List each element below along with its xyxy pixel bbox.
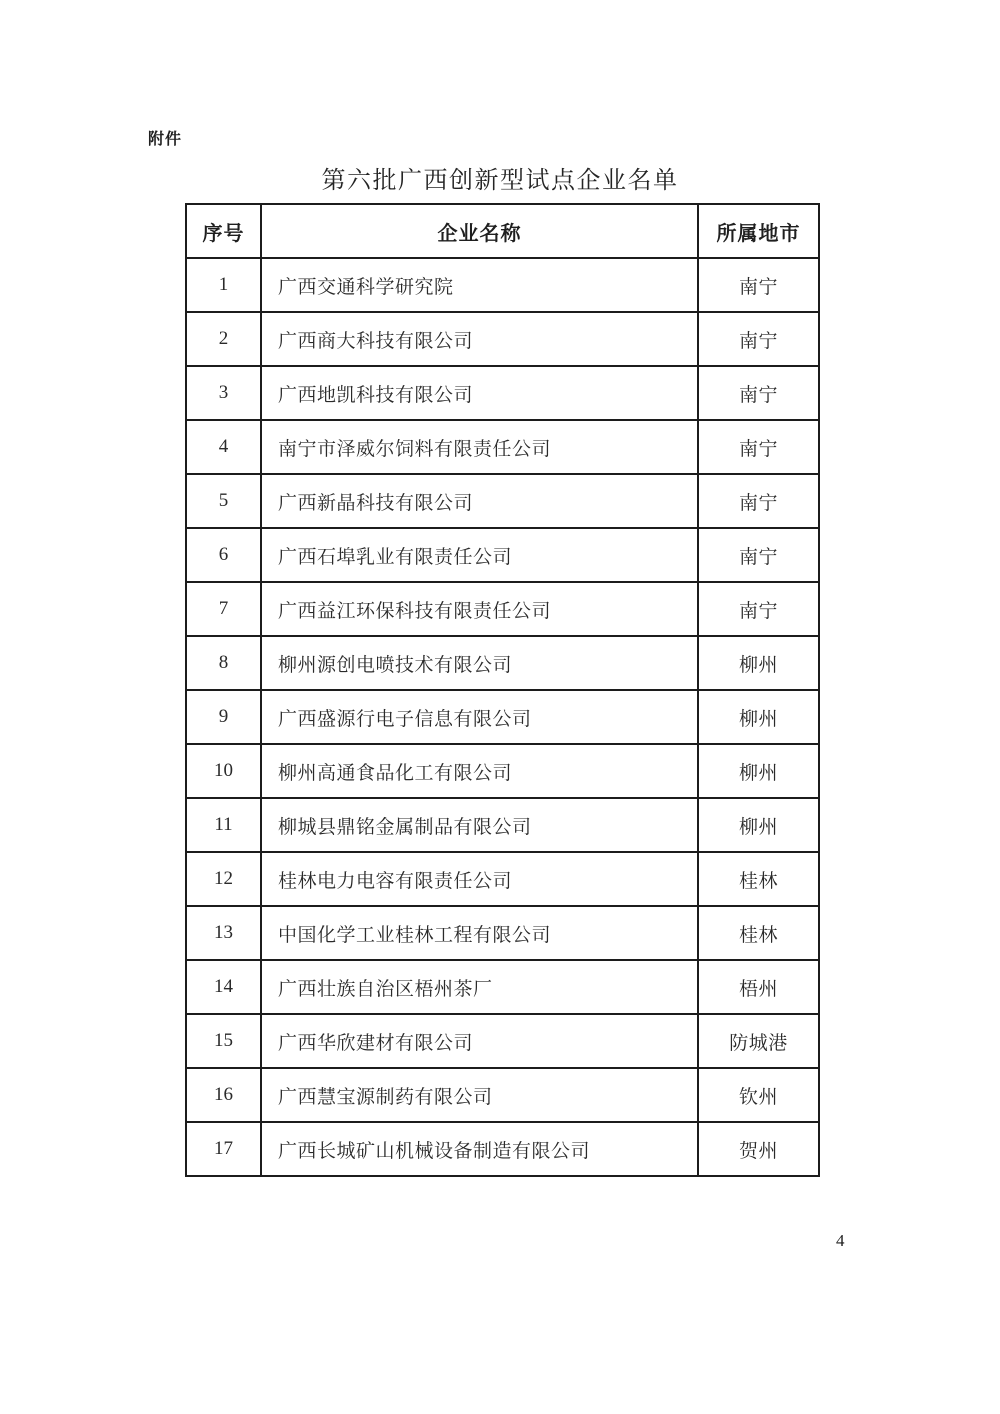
- table-row: [186, 258, 819, 312]
- city-cell: 柳州: [698, 690, 819, 744]
- header-row: [186, 204, 819, 258]
- row-index-cell: 7: [186, 582, 261, 636]
- company-name-cell: 广西慧宝源制药有限公司: [261, 1068, 698, 1122]
- city-cell: 梧州: [698, 960, 819, 1014]
- table-row: [186, 798, 819, 852]
- table-row: [186, 1014, 819, 1068]
- header-cell-company-name: 企业名称: [261, 204, 698, 258]
- row-index-cell: 2: [186, 312, 261, 366]
- city-cell: 钦州: [698, 1068, 819, 1122]
- city-cell: 桂林: [698, 852, 819, 906]
- table-row: [186, 420, 819, 474]
- table-row: [186, 906, 819, 960]
- row-index-cell: 4: [186, 420, 261, 474]
- row-index-cell: 15: [186, 1014, 261, 1068]
- city-cell: 柳州: [698, 636, 819, 690]
- row-index-cell: 14: [186, 960, 261, 1014]
- company-name-cell: 广西新晶科技有限公司: [261, 474, 698, 528]
- city-cell: 柳州: [698, 744, 819, 798]
- header-cell-index: 序号: [186, 204, 261, 258]
- row-index-cell: 1: [186, 258, 261, 312]
- city-cell: 南宁: [698, 420, 819, 474]
- row-index-cell: 10: [186, 744, 261, 798]
- table-row: [186, 1068, 819, 1122]
- page-title: 第六批广西创新型试点企业名单: [321, 168, 679, 194]
- row-index-cell: 16: [186, 1068, 261, 1122]
- company-name-cell: 南宁市泽威尔饲料有限责任公司: [261, 420, 698, 474]
- attachment-label: 附件: [148, 131, 183, 148]
- row-index-cell: 12: [186, 852, 261, 906]
- city-cell: 柳州: [698, 798, 819, 852]
- company-name-cell: 广西地凯科技有限公司: [261, 366, 698, 420]
- table-row: [186, 690, 819, 744]
- table-row: [186, 744, 819, 798]
- company-name-cell: 柳州源创电喷技术有限公司: [261, 636, 698, 690]
- city-cell: 南宁: [698, 582, 819, 636]
- enterprise-table-body: [186, 258, 819, 1176]
- table-row: [186, 1122, 819, 1176]
- city-cell: 防城港: [698, 1014, 819, 1068]
- row-index-cell: 17: [186, 1122, 261, 1176]
- enterprise-table-header: [186, 204, 819, 258]
- enterprise-table: [185, 203, 820, 1177]
- header-cell-city: 所属地市: [698, 204, 819, 258]
- table-row: [186, 366, 819, 420]
- company-name-cell: 广西长城矿山机械设备制造有限公司: [261, 1122, 698, 1176]
- company-name-cell: 广西商大科技有限公司: [261, 312, 698, 366]
- company-name-cell: 广西益江环保科技有限责任公司: [261, 582, 698, 636]
- company-name-cell: 广西壮族自治区梧州茶厂: [261, 960, 698, 1014]
- city-cell: 南宁: [698, 366, 819, 420]
- row-index-cell: 3: [186, 366, 261, 420]
- company-name-cell: 广西石埠乳业有限责任公司: [261, 528, 698, 582]
- city-cell: 南宁: [698, 258, 819, 312]
- row-index-cell: 8: [186, 636, 261, 690]
- page-number: 4: [836, 1231, 845, 1250]
- row-index-cell: 5: [186, 474, 261, 528]
- company-name-cell: 柳城县鼎铭金属制品有限公司: [261, 798, 698, 852]
- company-name-cell: 广西华欣建材有限公司: [261, 1014, 698, 1068]
- city-cell: 南宁: [698, 312, 819, 366]
- company-name-cell: 广西盛源行电子信息有限公司: [261, 690, 698, 744]
- table-row: [186, 582, 819, 636]
- city-cell: 南宁: [698, 474, 819, 528]
- table-row: [186, 312, 819, 366]
- city-cell: 桂林: [698, 906, 819, 960]
- table-row: [186, 852, 819, 906]
- table-row: [186, 474, 819, 528]
- company-name-cell: 中国化学工业桂林工程有限公司: [261, 906, 698, 960]
- city-cell: 贺州: [698, 1122, 819, 1176]
- row-index-cell: 6: [186, 528, 261, 582]
- company-name-cell: 广西交通科学研究院: [261, 258, 698, 312]
- company-name-cell: 桂林电力电容有限责任公司: [261, 852, 698, 906]
- city-cell: 南宁: [698, 528, 819, 582]
- table-row: [186, 528, 819, 582]
- company-name-cell: 柳州高通食品化工有限公司: [261, 744, 698, 798]
- table-row: [186, 960, 819, 1014]
- row-index-cell: 9: [186, 690, 261, 744]
- row-index-cell: 13: [186, 906, 261, 960]
- row-index-cell: 11: [186, 798, 261, 852]
- table-row: [186, 636, 819, 690]
